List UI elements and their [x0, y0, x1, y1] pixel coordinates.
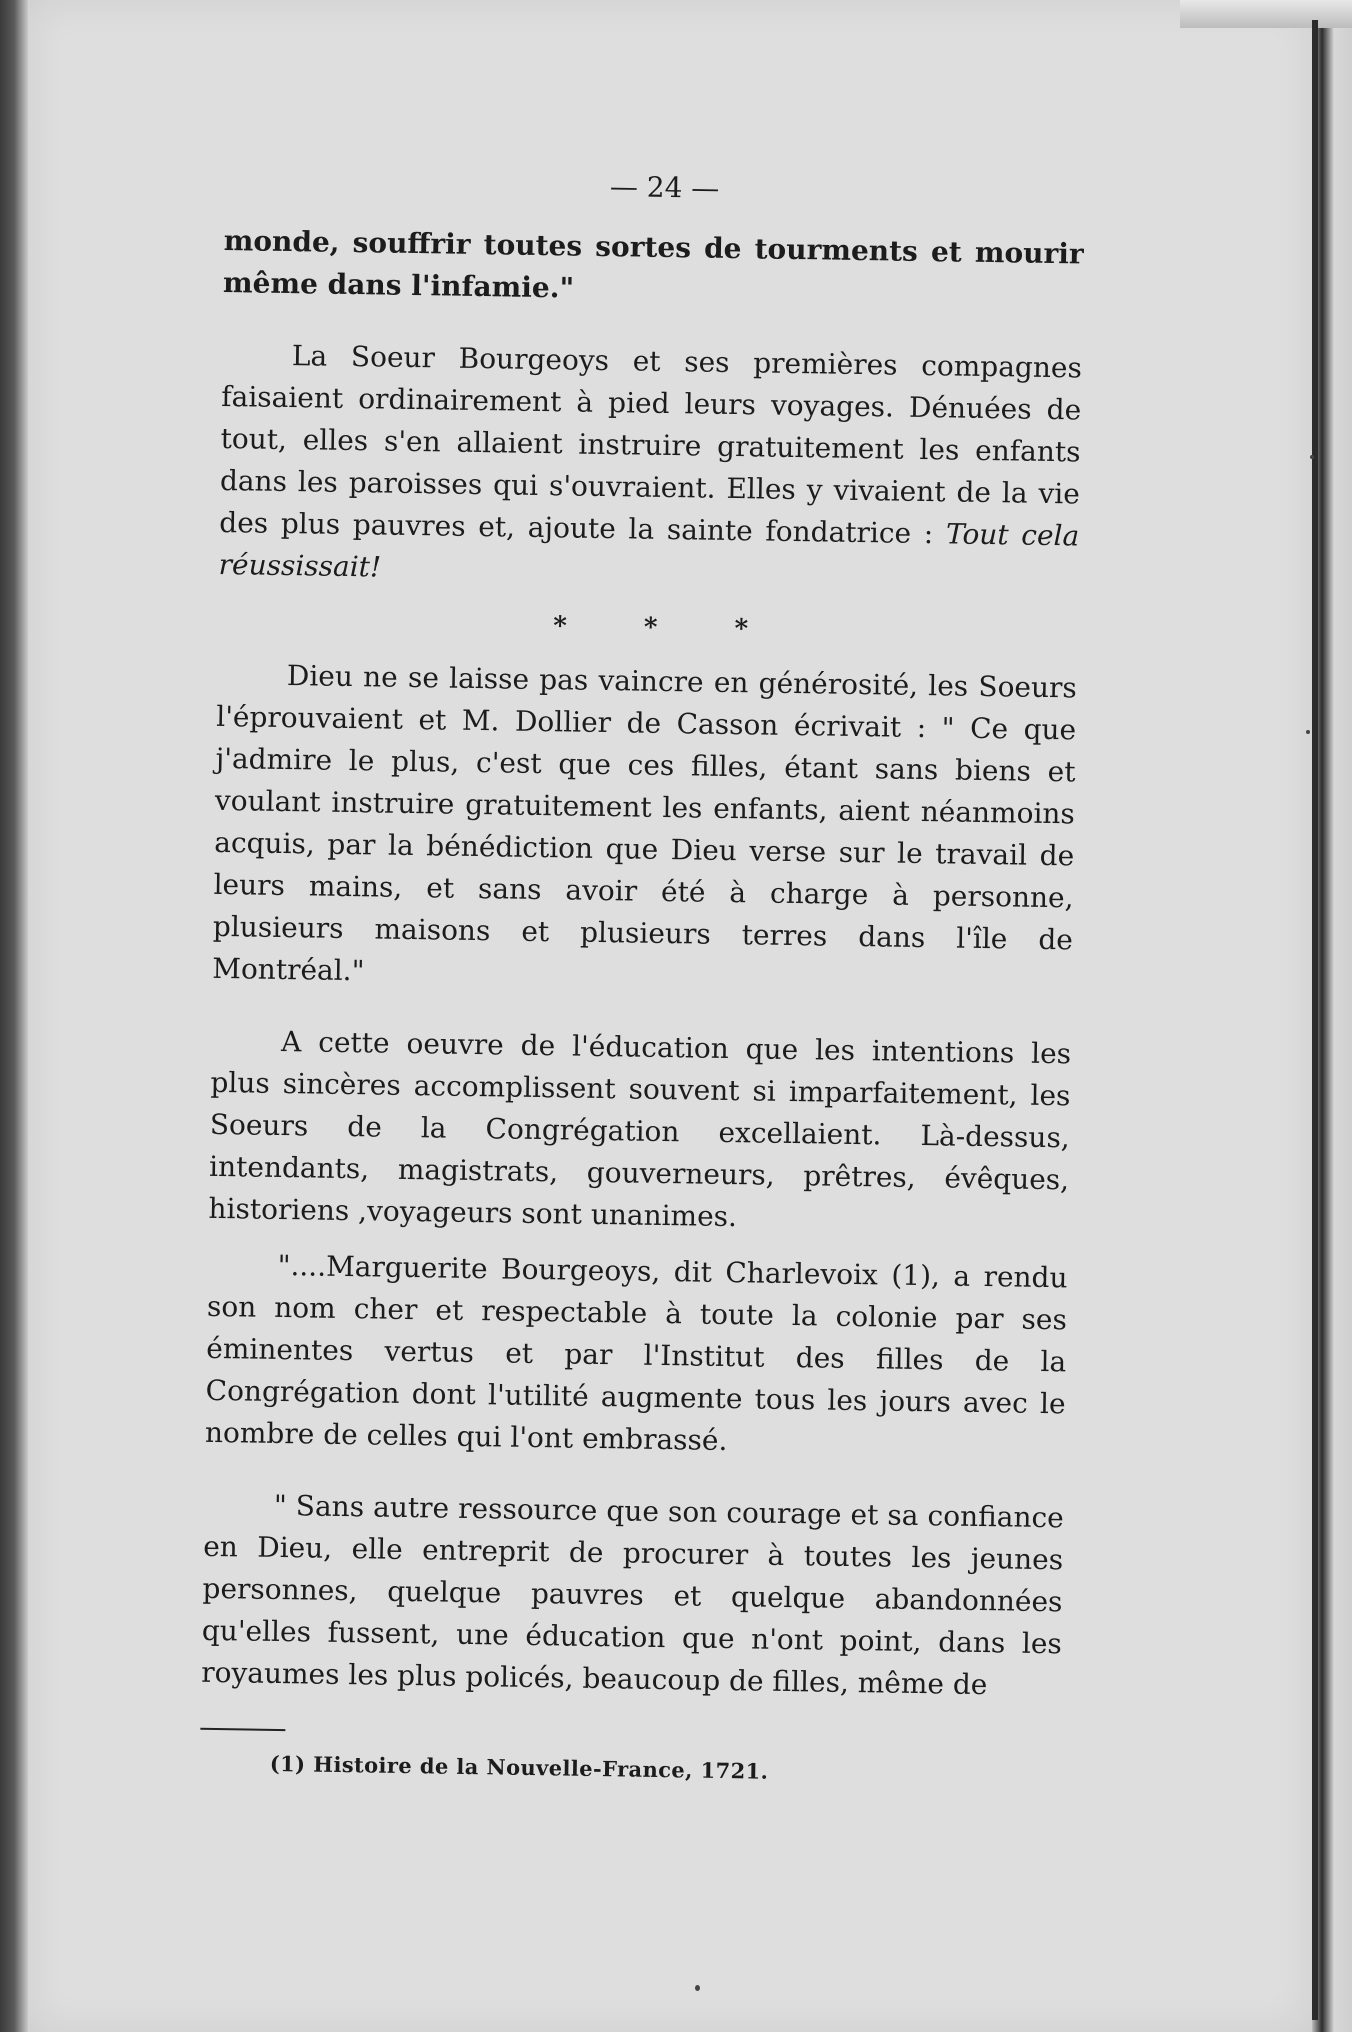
paragraph-text: La Soeur Bourgeoys et ses premières compagnes faisaient ordinairement à pied leurs voyages. Dénuées de tout, elles s'en allaient instruire gratuitement les enfants dans les paroisses qui s'ouvraient. Elles y vivaient de la vie des plus pauvres et, ajoute la sainte fondatrice :	[219, 339, 1083, 551]
paragraph	[205, 1244, 1068, 1467]
paragraph-continuation	[223, 220, 1084, 317]
section-ornament: * * *	[553, 611, 783, 645]
paragraph-text: " Sans autre ressource que son courage et sa confiance en Dieu, elle entreprit de procurer à toutes les jeunes personnes, quelque pauvres et quelque abandonnées qu'elles fussent, une éducation que n'ont point, dans les royaumes les plus policés, beaucoup de filles, même de	[200, 1488, 1065, 1702]
scan-speck	[1306, 730, 1310, 734]
paragraph-text: monde, souffrir toutes sortes de tourments et mourir même dans l'infamie."	[222, 223, 1084, 305]
page-gutter	[1312, 20, 1318, 2020]
paragraph-text: A cette oeuvre de l'éducation que les intentions les plus sincères accomplissent souvent si imparfaitement, les Soeurs de la Congrégation excellaient. Là-dessus, intendants, magistrats, gouverneurs, prêtres, évêques, historiens ,voyageurs sont unanimes.	[208, 1024, 1072, 1234]
paragraph	[201, 1484, 1064, 1707]
scan-speck	[1310, 455, 1314, 459]
page-number: — 24 —	[609, 170, 720, 205]
paragraph	[208, 1020, 1071, 1243]
footnote-rule	[200, 1728, 285, 1731]
paragraph-text: "....Marguerite Bourgeoys, dit Charlevoix (1), a rendu son nom cher et respectable à toute la colonie par ses éminentes vertus et par l'Institut des filles de la Congrégation dont l'utilité augmente tous les jours avec le nombre de celles qui l'ont embrassé.	[204, 1248, 1068, 1458]
scan-speck	[695, 1985, 700, 1991]
page-text	[200, 160, 1085, 1791]
paragraph-text: Dieu ne se laisse pas vaincre en générosité, les Soeurs l'éprouvaient et M. Dollier de Casson écrivait : " Ce que j'admire le plus, c'est que ces filles, étant sans biens et voulant instruire gratuitement les enfants, aient néanmoins acquis, par la bénédiction que Dieu verse sur le travail de leurs mains, et sans avoir été à charge à personne, plusieurs maisons et plusieurs terres dans l'île de Montréal."	[212, 659, 1078, 988]
paragraph	[218, 334, 1082, 599]
emphasized-text: Tout cela réussissait!	[218, 517, 1080, 584]
footnote: (1) Histoire de la Nouvelle-France, 1721.	[269, 1750, 769, 1784]
paragraph	[212, 654, 1077, 1003]
scan-edge	[1180, 0, 1352, 28]
